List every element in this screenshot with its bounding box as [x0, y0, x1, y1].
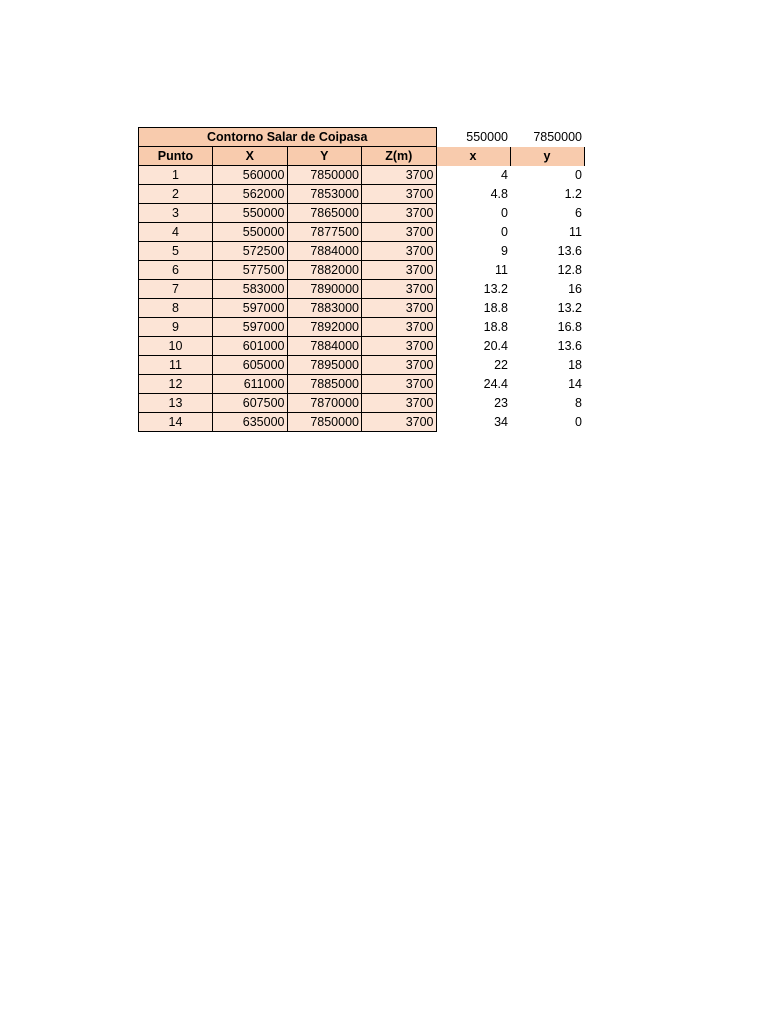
cell-y[interactable]: 7850000 [287, 413, 362, 432]
table-row [139, 394, 585, 413]
table-row [139, 337, 585, 356]
cell-punto[interactable]: 7 [139, 280, 213, 299]
table-row [139, 242, 585, 261]
cell-punto[interactable]: 13 [139, 394, 213, 413]
cell-z[interactable]: 3700 [362, 185, 437, 204]
cell-y[interactable]: 7877500 [287, 223, 362, 242]
cell-local-y[interactable]: 14 [568, 377, 582, 391]
cell-y[interactable]: 7895000 [287, 356, 362, 375]
cell-y[interactable]: 7870000 [287, 394, 362, 413]
table-row [139, 261, 585, 280]
cell-y[interactable]: 7884000 [287, 242, 362, 261]
cell-local-y[interactable]: 1.2 [564, 187, 582, 201]
cell-punto[interactable]: 8 [139, 299, 213, 318]
cell-punto[interactable]: 3 [139, 204, 213, 223]
cell-x[interactable]: 577500 [213, 261, 288, 280]
header-y[interactable]: Y [287, 147, 362, 166]
cell-local-x[interactable]: 4 [501, 168, 508, 182]
cell-punto[interactable]: 4 [139, 223, 213, 242]
coordinates-table [138, 127, 585, 432]
cell-y[interactable]: 7883000 [287, 299, 362, 318]
cell-local-y[interactable]: 13.6 [557, 339, 582, 353]
cell-y[interactable]: 7885000 [287, 375, 362, 394]
cell-z[interactable]: 3700 [362, 375, 437, 394]
cell-punto[interactable]: 11 [139, 356, 213, 375]
header-local-y[interactable]: y [510, 147, 584, 166]
cell-local-x[interactable]: 23 [494, 396, 508, 410]
title-row [139, 128, 585, 147]
cell-punto[interactable]: 1 [139, 166, 213, 185]
cell-x[interactable]: 550000 [213, 223, 288, 242]
cell-punto[interactable]: 2 [139, 185, 213, 204]
cell-local-y[interactable]: 6 [575, 206, 582, 220]
cell-local-x[interactable]: 0 [501, 225, 508, 239]
cell-x[interactable]: 605000 [213, 356, 288, 375]
cell-local-y[interactable]: 0 [575, 415, 582, 429]
header-punto[interactable]: Punto [139, 147, 213, 166]
table-row [139, 223, 585, 242]
cell-local-y[interactable]: 11 [569, 225, 582, 239]
table-row [139, 185, 585, 204]
header-z[interactable]: Z(m) [362, 147, 437, 166]
offset-y-cell[interactable]: 7850000 [533, 130, 582, 144]
cell-local-y[interactable]: 13.6 [557, 244, 582, 258]
cell-x[interactable]: 560000 [213, 166, 288, 185]
cell-x[interactable]: 611000 [213, 375, 288, 394]
cell-local-y[interactable]: 18 [568, 358, 582, 372]
cell-y[interactable]: 7890000 [287, 280, 362, 299]
cell-punto[interactable]: 14 [139, 413, 213, 432]
cell-local-x[interactable]: 20.4 [483, 339, 508, 353]
cell-local-x[interactable]: 22 [494, 358, 508, 372]
cell-y[interactable]: 7892000 [287, 318, 362, 337]
cell-y[interactable]: 7865000 [287, 204, 362, 223]
cell-z[interactable]: 3700 [362, 394, 437, 413]
cell-z[interactable]: 3700 [362, 204, 437, 223]
cell-local-x[interactable]: 9 [501, 244, 508, 258]
table-row [139, 299, 585, 318]
cell-z[interactable]: 3700 [362, 261, 437, 280]
cell-z[interactable]: 3700 [362, 337, 437, 356]
cell-local-x[interactable]: 18.8 [483, 301, 508, 315]
offset-x-cell[interactable]: 550000 [466, 130, 508, 144]
cell-local-x[interactable]: 13.2 [483, 282, 508, 296]
cell-punto[interactable]: 12 [139, 375, 213, 394]
cell-local-y[interactable]: 8 [575, 396, 582, 410]
cell-z[interactable]: 3700 [362, 318, 437, 337]
cell-x[interactable]: 562000 [213, 185, 288, 204]
cell-x[interactable]: 583000 [213, 280, 288, 299]
cell-y[interactable]: 7882000 [287, 261, 362, 280]
cell-z[interactable]: 3700 [362, 242, 437, 261]
cell-x[interactable]: 635000 [213, 413, 288, 432]
cell-local-y[interactable]: 16.8 [557, 320, 582, 334]
table-row [139, 356, 585, 375]
cell-x[interactable]: 607500 [213, 394, 288, 413]
cell-z[interactable]: 3700 [362, 223, 437, 242]
table-row [139, 204, 585, 223]
cell-y[interactable]: 7850000 [287, 166, 362, 185]
cell-x[interactable]: 597000 [213, 299, 288, 318]
cell-local-x[interactable]: 24.4 [483, 377, 508, 391]
cell-local-x[interactable]: 18.8 [483, 320, 508, 334]
header-local-x[interactable]: x [436, 147, 510, 166]
cell-local-y[interactable]: 13.2 [557, 301, 582, 315]
cell-x[interactable]: 550000 [213, 204, 288, 223]
cell-y[interactable]: 7884000 [287, 337, 362, 356]
cell-x[interactable]: 572500 [213, 242, 288, 261]
cell-z[interactable]: 3700 [362, 413, 437, 432]
table-row [139, 413, 585, 432]
cell-x[interactable]: 601000 [213, 337, 288, 356]
cell-local-y[interactable]: 12.8 [557, 263, 582, 277]
cell-x[interactable]: 597000 [213, 318, 288, 337]
cell-local-y[interactable]: 16 [568, 282, 582, 296]
cell-z[interactable]: 3700 [362, 299, 437, 318]
cell-local-x[interactable]: 0 [501, 206, 508, 220]
cell-z[interactable]: 3700 [362, 280, 437, 299]
cell-local-x[interactable]: 11 [495, 263, 508, 277]
table-row [139, 375, 585, 394]
table-row [139, 166, 585, 185]
cell-local-x[interactable]: 4.8 [490, 187, 508, 201]
cell-punto[interactable]: 9 [139, 318, 213, 337]
cell-punto[interactable]: 10 [139, 337, 213, 356]
header-row [139, 147, 585, 166]
cell-punto[interactable]: 5 [139, 242, 213, 261]
table-title[interactable]: Contorno Salar de Coipasa [139, 128, 437, 147]
header-x[interactable]: X [213, 147, 288, 166]
table-row [139, 280, 585, 299]
cell-y[interactable]: 7853000 [287, 185, 362, 204]
cell-z[interactable]: 3700 [362, 166, 437, 185]
cell-z[interactable]: 3700 [362, 356, 437, 375]
cell-local-x[interactable]: 34 [494, 415, 508, 429]
cell-local-y[interactable]: 0 [575, 168, 582, 182]
cell-punto[interactable]: 6 [139, 261, 213, 280]
table-row [139, 318, 585, 337]
